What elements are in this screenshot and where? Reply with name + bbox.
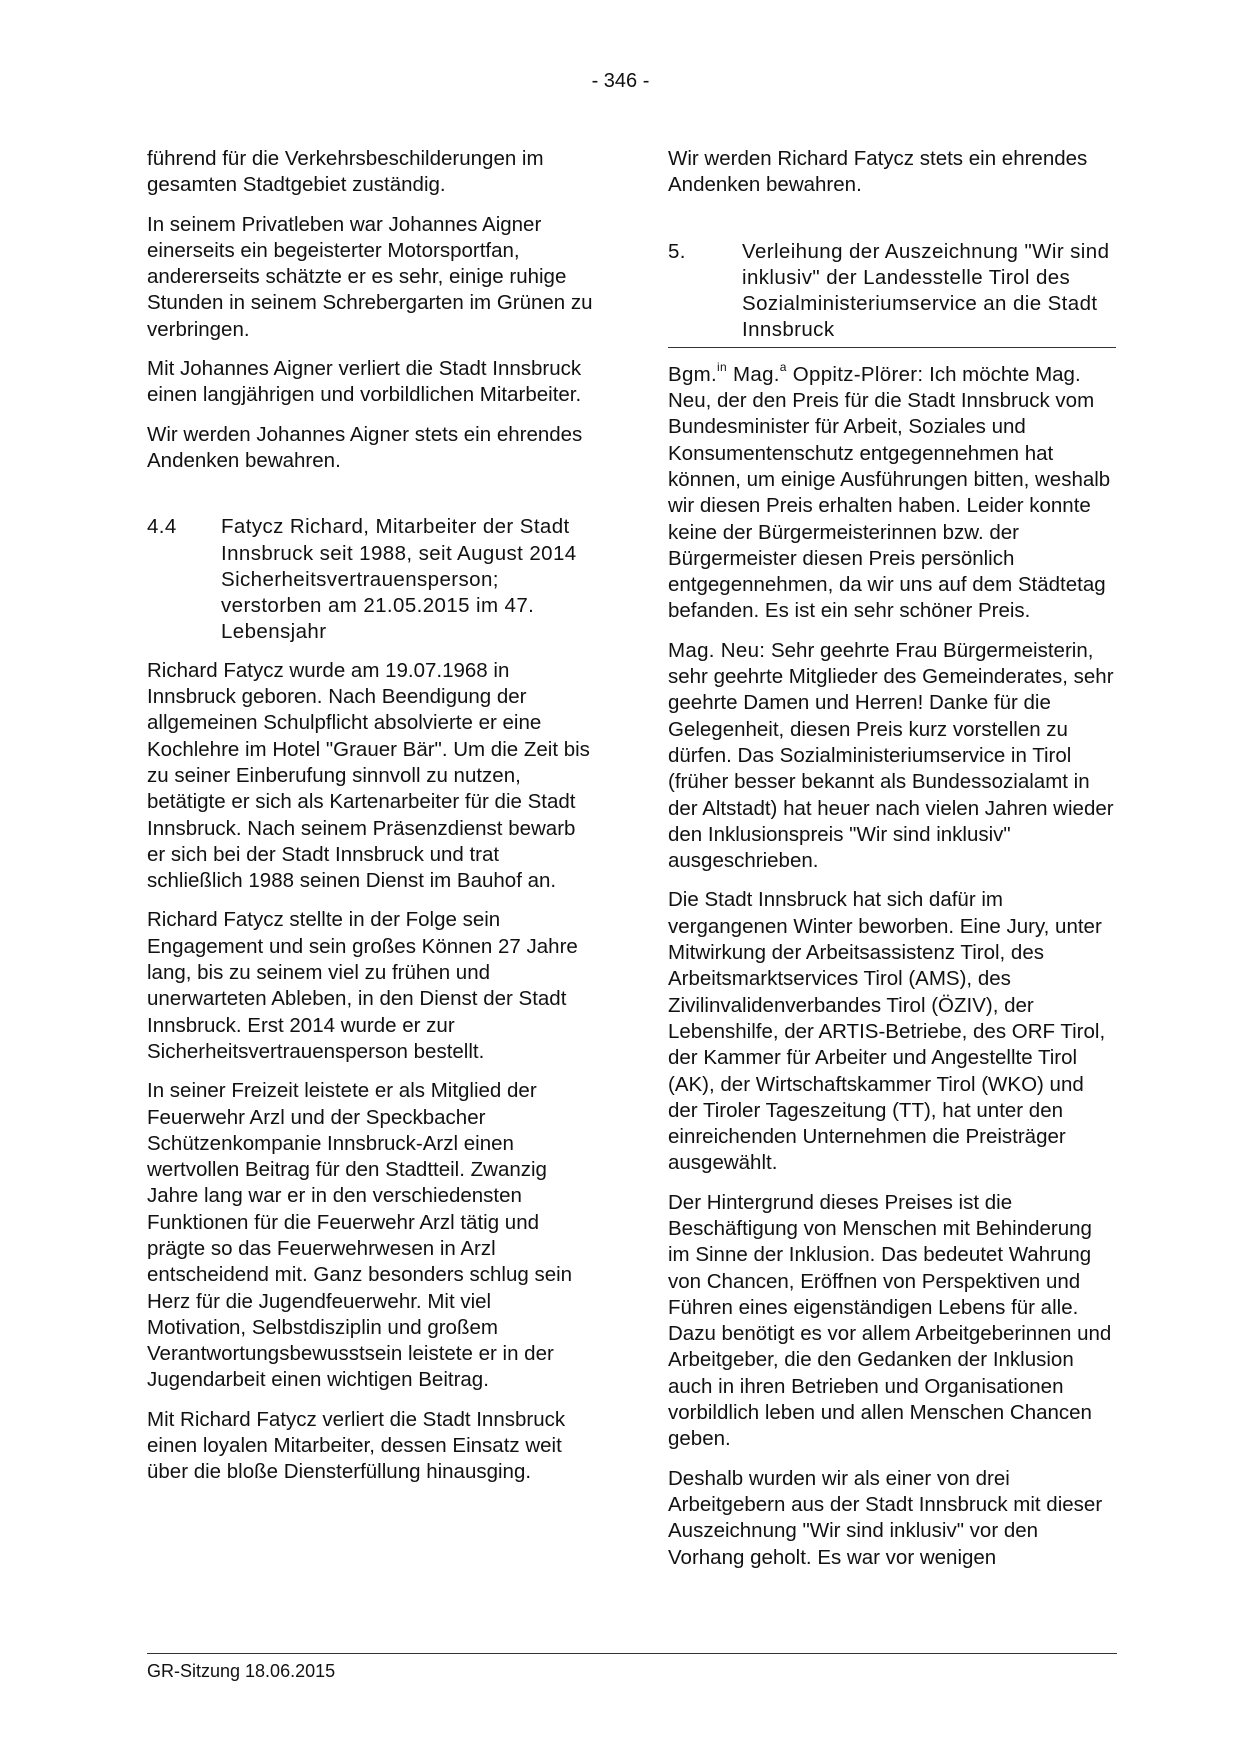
- speech-paragraph: [668, 638, 1116, 875]
- speaker-name: Bgm.$^{in}$ Mag.$^a$ Oppitz-Plörer:: [668, 359, 924, 386]
- paragraph: Mit Johannes Aigner verliert die Stadt Innsbruck einen langjährigen und vorbildlichen Mitarbeiter.: [147, 357, 582, 407]
- footer-text: GR-Sitzung 18.06.2015: [147, 1661, 336, 1681]
- paragraph: Wir werden Johannes Aigner stets ein ehrendes Andenken bewahren.: [147, 422, 583, 472]
- speaker-name: Mag. Neu:: [668, 638, 766, 662]
- paragraph: In seiner Freizeit leistete er als Mitglied der Feuerwehr Arzl und der Speckbacher Schützenkompanie Innsbruck-Arzl einen wertvollen Beitrag für den Stadtteil. Zwanzig Jahre lang war er in den verschiedensten Funktionen für die Feuerwehr Arzl tätig und prägte so das Feuerwehrwesen in Arzl entscheidend mit. Ganz besonders schlug sein Herz für die Jugendfeuerwehr. Mit viel Motivation, Selbstdisziplin und großem Verantwortungsbewusstsein leistete er in der Jugendarbeit einen wichtigen Beitrag.: [147, 1079, 573, 1392]
- section-number: 5.: [668, 239, 686, 263]
- paragraph: In seinem Privatleben war Johannes Aigner einerseits ein begeisterter Motorsportfan, andererseits schätzte er es sehr, einige ruhige Stunden in seinem Schrebergarten im Grünen zu verbringen.: [147, 212, 593, 341]
- section-number: 4.4: [147, 515, 177, 539]
- page-number: - 346 -: [591, 70, 650, 92]
- paragraph: Richard Fatycz wurde am 19.07.1968 in Innsbruck geboren. Nach Beendigung der allgemeinen Schulpflicht absolvierte er eine Kochlehre im Hotel "Grauer Bär". Um die Zeit bis zu seiner Einberufung sinnvoll zu nutzen, betätigte er sich als Kartenarbeiter für die Stadt Innsbruck. Nach seinem Präsenzdienst bewarb er sich bei der Stadt Innsbruck und trat schließlich 1988 seinen Dienst im Bauhof an.: [147, 658, 590, 893]
- left-column: [147, 146, 593, 1499]
- paragraph: Der Hintergrund dieses Preises ist die Beschäftigung von Menschen mit Behinderung im Sinne der Inklusion. Das bedeutet Wahrung von Chancen, Eröffnen von Perspektiven und Führen eines eigenständigen Lebens für alle. Dazu benötigt es vor allem Arbeitgeberinnen und Arbeitgeber, die den Gedanken der Inklusion auch in ihren Betrieben und Organisationen vorbildlich leben und allen Menschen Chancen geben.: [668, 1190, 1112, 1451]
- paragraph: Wir werden Richard Fatycz stets ein ehrendes Andenken bewahren.: [668, 147, 1088, 197]
- paragraph: Deshalb wurden wir als einer von drei Arbeitgebern aus der Stadt Innsbruck mit dieser Auszeichnung "Wir sind inklusiv" vor den Vorhang geholt. Es war vor wenigen: [668, 1466, 1103, 1569]
- speech-text: Ich möchte Mag. Neu, der den Preis für die Stadt Innsbruck vom Bundesminister für Arbeit, Soziales und Konsumentenschutz entgegennehmen hat können, um einige Ausführungen bitten, weshalb wir diesen Preis erhalten haben. Leider konnte keine der Bürgermeisterinnen bzw. der Bürgermeister diesen Preis persönlich entgegennehmen, da wir uns auf dem Städtetag befanden. Es ist ein sehr schöner Preis.: [668, 362, 1111, 623]
- section-title: Verleihung der Auszeichnung "Wir sind inklusiv" der Landesstelle Tirol des Sozialministeriumservice an die Stadt Innsbruck: [742, 239, 1110, 342]
- section-title: Fatycz Richard, Mitarbeiter der Stadt Innsbruck seit 1988, seit August 2014 Sicherheitsvertrauensperson; verstorben am 21.05.2015 im 47. Lebensjahr: [221, 515, 577, 644]
- section-heading-4-4: [147, 514, 593, 645]
- speech-paragraph: [668, 359, 1116, 625]
- section-heading-5: [668, 239, 1116, 348]
- speech-text: Sehr geehrte Frau Bürgermeisterin, sehr geehrte Mitglieder des Gemeinderates, sehr geehrte Damen und Herren! Danke für die Gelegenheit, diesen Preis kurz vorstellen zu dürfen. Das Sozialministeriumservice in Tirol (früher besser bekannt als Bundessozialamt in der Altstadt) hat heuer nach vielen Jahren wieder den Inklusionspreis "Wir sind inklusiv" ausgeschrieben.: [668, 638, 1114, 873]
- paragraph: Mit Richard Fatycz verliert die Stadt Innsbruck einen loyalen Mitarbeiter, dessen Einsatz weit über die bloße Diensterfüllung hinausging.: [147, 1407, 566, 1484]
- paragraph: Richard Fatycz stellte in der Folge sein Engagement und sein großes Können 27 Jahre lang, bis zu seinem viel zu frühen und unerwarteten Ableben, in den Dienst der Stadt Innsbruck. Erst 2014 wurde er zur Sicherheitsvertrauensperson bestellt.: [147, 908, 578, 1063]
- paragraph: Die Stadt Innsbruck hat sich dafür im vergangenen Winter beworben. Eine Jury, unter Mitwirkung der Arbeitsassistenz Tirol, des Arbeitsmarktservices Tirol (AMS), des Zivilinvalidenverbandes Tirol (ÖZIV), der Lebenshilfe, der ARTIS-Betriebe, des ORF Tirol, der Kammer für Arbeiter und Angestellte Tirol (AK), der Wirtschaftskammer Tirol (WKO) und der Tiroler Tageszeitung (TT), hat unter den einreichenden Unternehmen die Preisträger ausgewählt.: [668, 888, 1106, 1175]
- right-column: [668, 146, 1116, 1584]
- footer-divider: [147, 1653, 1117, 1654]
- paragraph: führend für die Verkehrsbeschilderungen im gesamten Stadtgebiet zuständig.: [147, 147, 544, 197]
